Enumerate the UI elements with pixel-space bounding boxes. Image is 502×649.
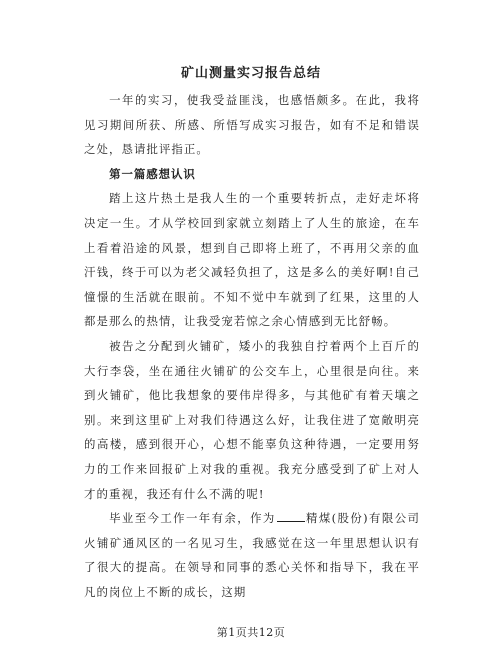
section-heading: 第一篇感想认识 — [109, 166, 196, 181]
document-title: 矿山测量实习报告总结 — [180, 66, 321, 81]
page-number-footer: 第1页共12页 — [216, 626, 286, 639]
document-body — [84, 88, 420, 604]
paragraph-3-start: 毕业至今工作一年有余，作为 — [109, 511, 276, 526]
body-paragraph-3 — [84, 506, 420, 604]
paragraph-3-end: 精煤(股份)有限公司火铺矿通风区的一名见习生，我感觉在这一年里思想认识有了很大的提高。在领导和同事的悉心关怀和指导下，我在平凡的岗位上不断的成长，这期 — [84, 511, 420, 599]
body-paragraph-1: 踏上这片热土是我人生的一个重要转折点，走好走坏将决定一生。才从学校回到家就立刻踏上了人生的旅途，在车上看着沿途的风景，想到自己即将上班了，不再用父亲的血汗钱，终于可以为老父减轻负担了，这是多么的美好啊!自己憧憬的生活就在眼前。不知不觉中车就到了红果，这里的人都是那么的热情，让我受宠若惊之余心情感到无比舒畅。 — [84, 191, 420, 329]
intro-paragraph: 一年的实习，使我受益匪浅，也感悟颇多。在此，我将见习期间所获、所感、所悟写成实习报告，如有不足和错误之处，恳请批评指正。 — [84, 93, 420, 157]
fill-in-blank — [277, 511, 305, 522]
body-paragraph-2: 被告之分配到火铺矿，矮小的我独自拧着两个上百斤的大行李袋，坐在通往火铺矿的公交车上，心里很是向往。来到火铺矿，他比我想象的要伟岸得多，与其他矿有着天壤之别。来到这里矿上对我们待遇这么好，让我住进了宽敞明亮的高楼，感到很开心，心想不能辜负这种待遇，一定要用努力的工作来回报矿上对我的重视。我充分感受到了矿上对人才的重视，我还有什么不满的呢! — [84, 338, 420, 501]
